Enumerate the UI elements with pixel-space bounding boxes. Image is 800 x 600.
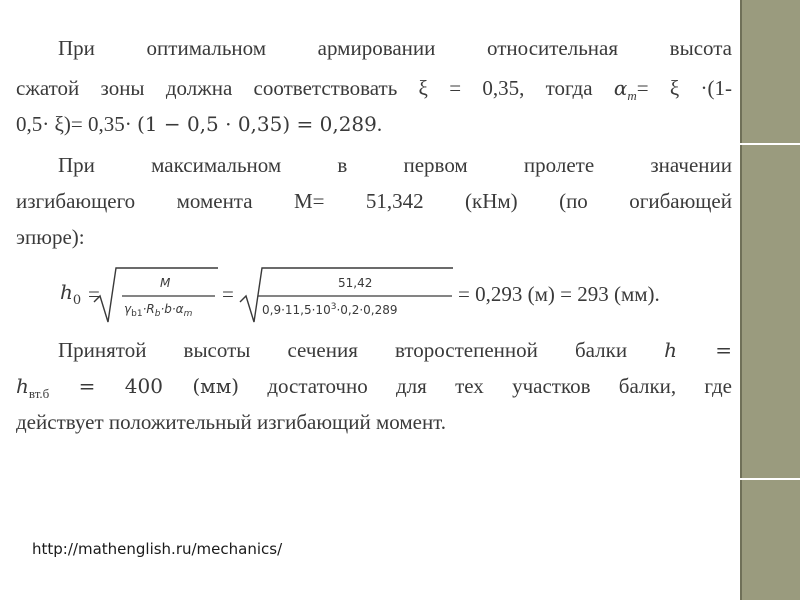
paragraph2-line2: изгибающего момента М= 51,342 (кНм) (по огибающей: [16, 189, 732, 213]
h-vtb-subscript: вт.б: [28, 386, 50, 401]
h-vtb-symbol: h: [16, 374, 29, 398]
sidebar-mark-top: [740, 143, 800, 145]
fraction2-denominator: $0,9\cdot 11,5\cdot 10^3\cdot 0,2\cdot 0,289$: [262, 302, 398, 317]
decorative-sidebar: [740, 0, 800, 600]
sidebar-mark-bottom: [740, 478, 800, 480]
formula-eq1: =: [88, 282, 100, 306]
paragraph1-line2-text: сжатой зоны должна соответствовать ξ = 0,35, тогда: [16, 76, 614, 100]
paragraph1-line2-end: = ξ ·(1-: [636, 76, 733, 100]
fraction1-numerator: M: [160, 276, 171, 290]
fraction1-denominator: $\gamma_{b1}\cdot R_b\cdot b\cdot\alpha_m$: [124, 302, 193, 319]
paragraph1-math: (1 − 0,5 · 0,35) = 0,289: [136, 112, 377, 136]
paragraph1-line3: [16, 106, 732, 142]
formula-h0: [60, 262, 740, 332]
paragraph2-line1: При максимальном в первом пролете значении: [58, 153, 732, 177]
h-vtb-value: = 400 (мм): [49, 374, 240, 398]
paragraph3-line3: действует положительный изгибающий момент.: [16, 410, 447, 434]
paragraph1-line1: При оптимальном армировании относительная высота: [58, 36, 732, 60]
paragraph2-line3: эпюре):: [16, 225, 85, 249]
paragraph3-line1: [16, 332, 732, 368]
formula-lhs: $h_0$: [60, 280, 82, 308]
paragraph3-line1-text: Принятой высоты сечения второстепенной балки: [58, 338, 665, 362]
formula-eq2: =: [222, 282, 234, 306]
alpha-subscript: m: [627, 88, 637, 103]
sidebar-edge-line: [740, 0, 742, 600]
equals-sign: =: [677, 338, 732, 362]
alpha-symbol: α: [613, 76, 628, 100]
formula-result: = 0,293 (м) = 293 (мм).: [458, 282, 660, 306]
h-symbol: h: [664, 338, 678, 362]
paragraph1-line3-text: 0,5· ξ)= 0,35·: [16, 112, 137, 136]
source-url[interactable]: http://mathenglish.ru/mechanics/: [32, 540, 283, 558]
paragraph1-period: .: [376, 112, 383, 136]
paragraph3-line2-text: достаточно для тех участков балки, где: [239, 374, 732, 398]
fraction2-numerator: 51,42: [338, 276, 373, 290]
